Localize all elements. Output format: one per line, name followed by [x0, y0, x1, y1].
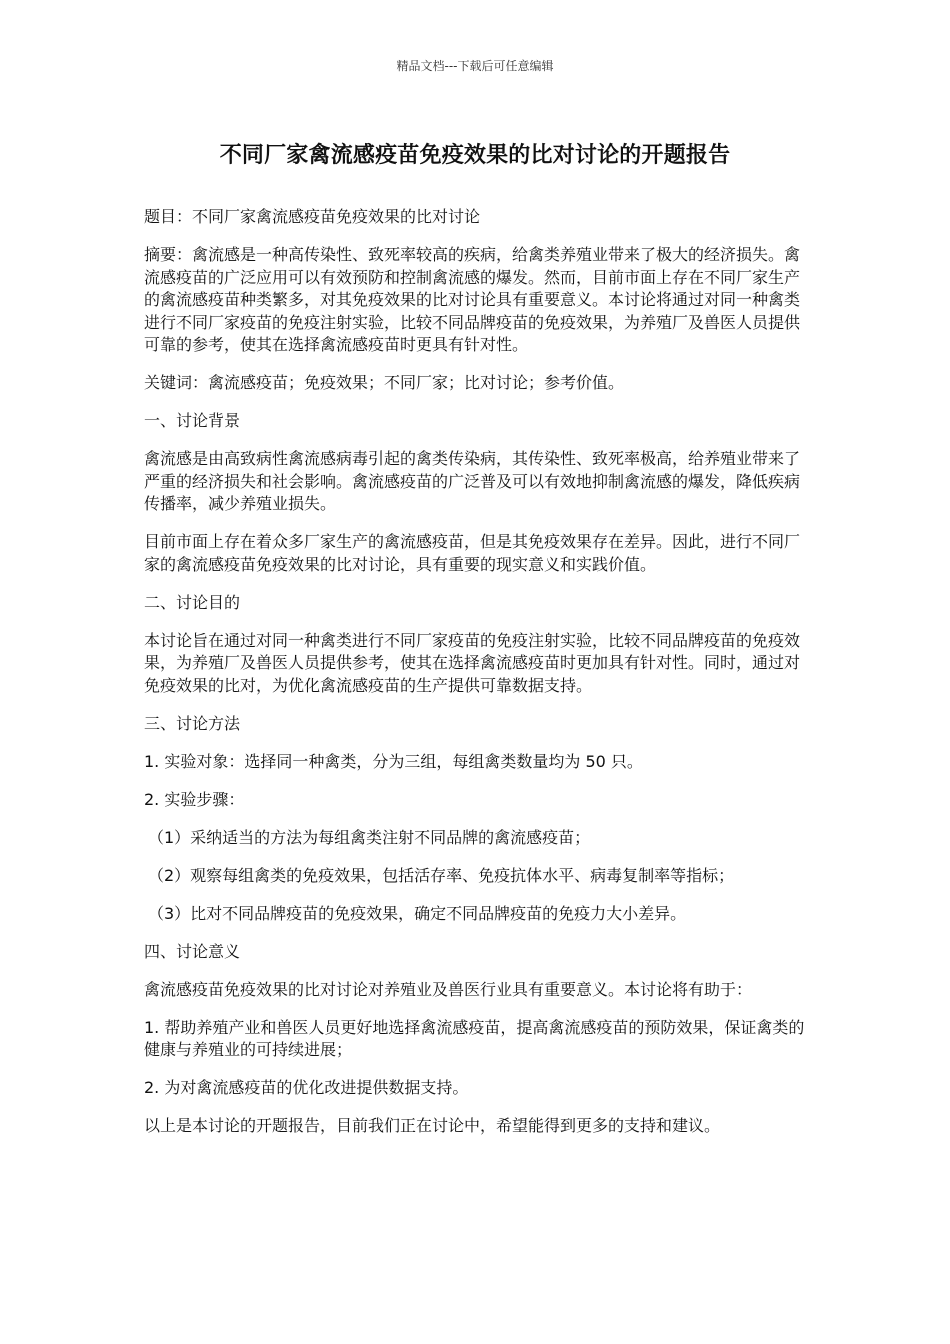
abstract-paragraph: 摘要：禽流感是一种高传染性、致死率较高的疾病，给禽类养殖业带来了极大的经济损失。禽流感疫苗的广泛应用可以有效预防和控制禽流感的爆发。然而，目前市面上存在不同厂家生产的禽流感疫苗种类繁多，对其免疫效果的比对讨论具有重要意义。本讨论将通过对同一种禽类进行不同厂家疫苗的免疫注射实验，比较不同品牌疫苗的免疫效果，为养殖厂及兽医人员提供可靠的参考，使其在选择禽流感疫苗时更具有针对性。: [144, 245, 801, 354]
background-paragraph-2: 目前市面上存在着众多厂家生产的禽流感疫苗，但是其免疫效果存在差异。因此，进行不同厂家的禽流感疫苗免疫效果的比对讨论，具有重要的现实意义和实践价值。: [144, 532, 801, 574]
section-heading-purpose: 二、讨论目的: [144, 592, 241, 612]
background-paragraph-1: 禽流感是由高致病性禽流感病毒引起的禽类传染病，其传染性、致死率极高，给养殖业带来了严重的经济损失和社会影响。禽流感疫苗的广泛普及可以有效地抑制禽流感的爆发，降低疾病传播率，减少养殖业损失。: [144, 449, 801, 513]
section-heading-background: 一、讨论背景: [144, 411, 241, 430]
keywords-line: 关键词：禽流感疫苗；免疫效果；不同厂家；比对讨论；参考价值。: [144, 373, 625, 392]
document-title: 不同厂家禽流感疫苗免疫效果的比对讨论的开题报告: [219, 143, 731, 168]
section-heading-significance: 四、讨论意义: [144, 941, 241, 961]
significance-item-1: 1. 帮助养殖产业和兽医人员更好地选择禽流感疫苗，提高禽流感疫苗的预防效果，保证禽类的健康与养殖业的可持续进展；: [144, 1017, 805, 1059]
purpose-paragraph: 本讨论旨在通过对同一种禽类进行不同厂家疫苗的免疫注射实验，比较不同品牌疫苗的免疫效果，为养殖厂及兽医人员提供参考，使其在选择禽流感疫苗时更加具有针对性。同时，通过对免疫效果的比对，为优化禽流感疫苗的生产提供可靠数据支持。: [144, 630, 801, 695]
method-item-2: 2. 实验步骤：: [144, 789, 245, 809]
topic-line: 题目：不同厂家禽流感疫苗免疫效果的比对讨论: [144, 207, 481, 226]
method-step-1: （1）采纳适当的方法为每组禽类注射不同品牌的禽流感疫苗；: [148, 827, 591, 847]
document-body: [144, 206, 808, 1153]
section-heading-method: 三、讨论方法: [144, 713, 241, 733]
method-step-2: （2）观察每组禽类的免疫效果，包括活存率、免疫抗体水平、病毒复制率等指标；: [148, 865, 735, 885]
header-note: 精品文档---下载后可任意编辑: [396, 59, 554, 73]
significance-intro: 禽流感疫苗免疫效果的比对讨论对养殖业及兽医行业具有重要意义。本讨论将有助于：: [144, 979, 753, 999]
method-step-3: （3）比对不同品牌疫苗的免疫效果，确定不同品牌疫苗的免疫力大小差异。: [148, 903, 687, 923]
method-item-1: 1. 实验对象：选择同一种禽类，分为三组，每组禽类数量均为 50 只。: [144, 751, 643, 771]
significance-item-2: 2. 为对禽流感疫苗的优化改进提供数据支持。: [144, 1078, 469, 1097]
closing-paragraph: 以上是本讨论的开题报告，目前我们正在讨论中，希望能得到更多的支持和建议。: [144, 1116, 721, 1135]
